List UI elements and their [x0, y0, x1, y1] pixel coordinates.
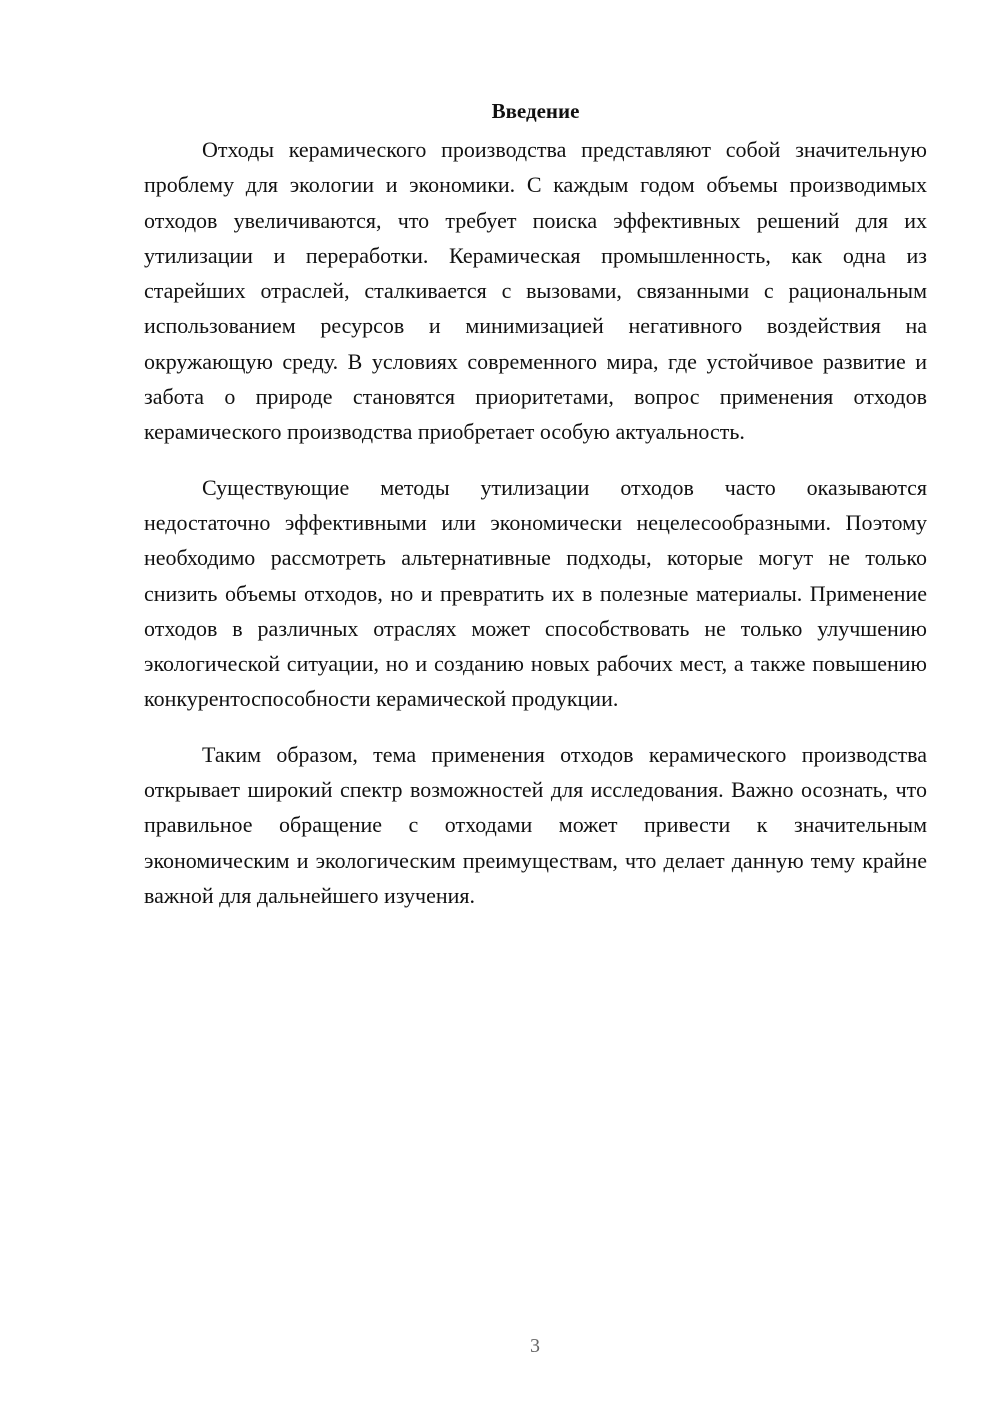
page-number: 3 [530, 1335, 540, 1357]
paragraph-1: Отходы керамического производства представляют собой значительную проблему для экологии и экономики. С каждым годом объемы производимых отходов увеличиваются, что требует поиска эффективных решений для их утилизации и переработки. Керамическая промышленность, как одна из старейших отраслей, сталкивается с вызовами, связанными с рациональным использованием ресурсов и минимизацией негативного воздействия на окружающую среду. В условиях современного мира, где устойчивое развитие и забота о природе становятся приоритетами, вопрос применения отходов керамического производства приобретает особую актуальность. [144, 137, 927, 445]
section-heading: Введение [491, 99, 580, 123]
paragraph-2: Существующие методы утилизации отходов часто оказываются недостаточно эффективными или экономически нецелесообразными. Поэтому необходимо рассмотреть альтернативные подходы, которые могут не только снизить объемы отходов, но и превратить их в полезные материалы. Применение отходов в различных отраслях может способствовать не только улучшению экологической ситуации, но и созданию новых рабочих мест, а также повышению конкурентоспособности керамической продукции. [144, 474, 927, 712]
paragraph-3: Таким образом, тема применения отходов керамического производства открывает широкий спектр возможностей для исследования. Важно осознать, что правильное обращение с отходами может привести к значительным экономическим и экологическим преимуществам, что делает данную тему крайне важной для дальнейшего изучения. [144, 741, 927, 908]
page-content [144, 96, 927, 933]
